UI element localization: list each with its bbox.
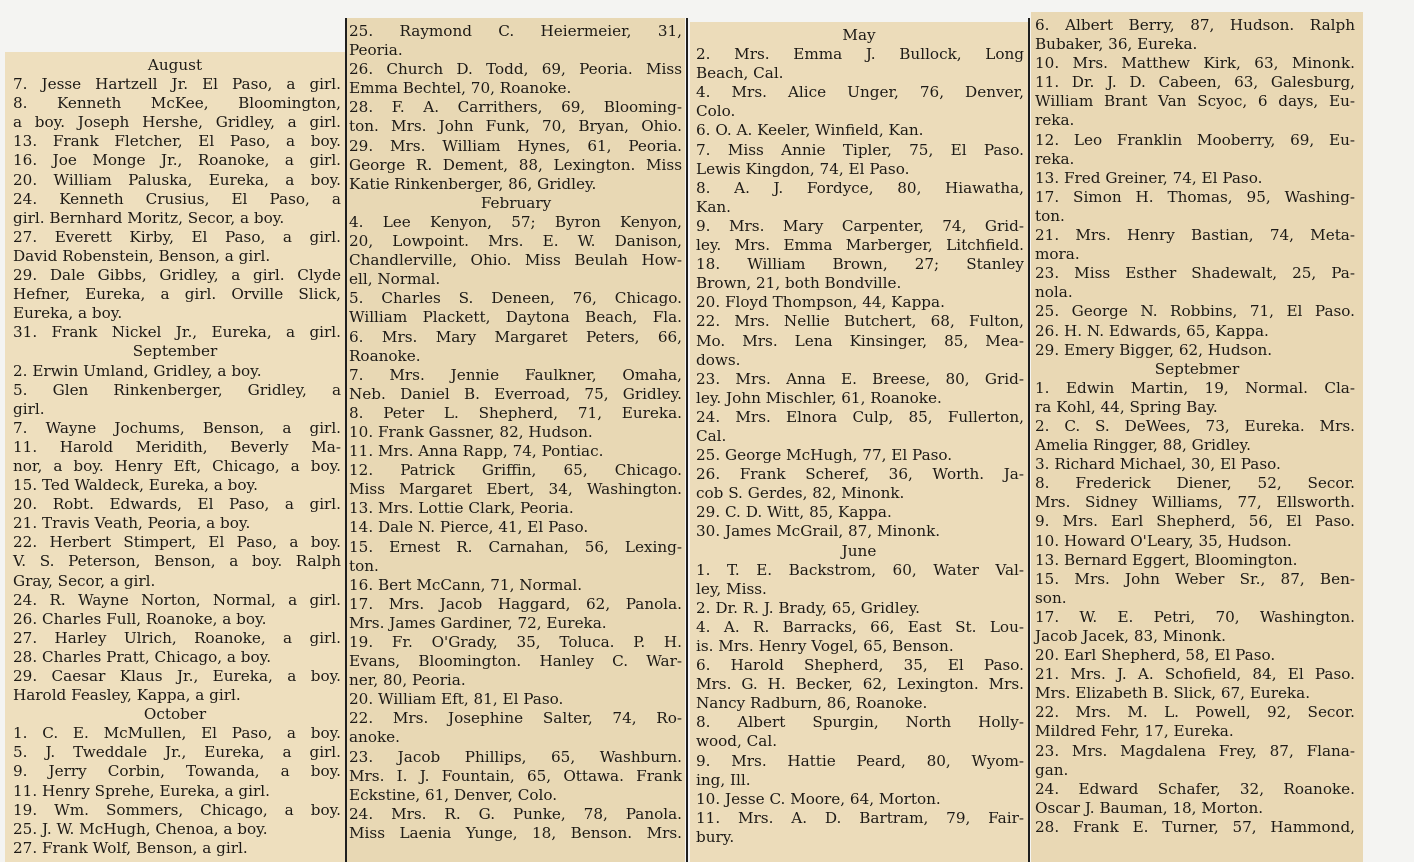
entry-line: Katie Rinkenberger, 86, Gridley. [349, 174, 597, 193]
entry-line: 6. O. A. Keeler, Winfield, Kan. [696, 121, 924, 140]
entry-line: Mrs. James Gardiner, 72, Eureka. [349, 613, 607, 632]
entry-line: 8. Albert Spurgin, North Holly- [696, 713, 1024, 732]
entry-line: 29. Mrs. William Hynes, 61, Peoria. [349, 136, 682, 155]
entry-line: 29. Dale Gibbs, Gridley, a girl. Clyde [13, 266, 341, 285]
entry-line: 11. Henry Sprehe, Eureka, a girl. [13, 781, 270, 800]
entry-line: bury. [696, 827, 735, 846]
entry-line: V. S. Peterson, Benson, a boy. Ralph [13, 552, 341, 571]
entry-line: Kan. [696, 197, 732, 216]
entry-line: 2. Dr. R. J. Brady, 65, Gridley. [696, 598, 920, 617]
entry-line: 24. R. Wayne Norton, Normal, a girl. [13, 590, 341, 609]
entry-line: Chandlerville, Ohio. Miss Beulah How- [349, 251, 682, 270]
entry-line: 2. Erwin Umland, Gridley, a boy. [13, 361, 262, 380]
month-heading: Septebmer [1154, 359, 1240, 378]
entry-line: Harold Feasley, Kappa, a girl. [13, 686, 241, 705]
entry-line: 23. Jacob Phillips, 65, Washburn. [349, 747, 682, 766]
column-deaths-january-february [347, 18, 685, 862]
entry-line: Mrs. Sidney Williams, 77, Ellsworth. [1035, 493, 1355, 512]
entry-line: 16. Bert McCann, 71, Normal. [349, 575, 583, 594]
entry-line: 2. C. S. DeWees, 73, Eureka. Mrs. [1035, 416, 1355, 435]
entry-line: Neb. Daniel B. Everroad, 75, Gridley. [349, 384, 682, 403]
entry-line: 29. Emery Bigger, 62, Hudson. [1035, 340, 1273, 359]
entry-line: 4. A. R. Barracks, 66, East St. Lou- [696, 617, 1024, 636]
entry-line: son. [1035, 588, 1067, 607]
entry-line: 24. Mrs. Elnora Culp, 85, Fullerton, [696, 407, 1024, 426]
entry-line: anoke. [349, 728, 400, 747]
month-heading: February [480, 193, 552, 212]
entry-line: 21. Mrs. Henry Bastian, 74, Meta- [1035, 226, 1355, 245]
entry-line: mora. [1035, 245, 1080, 264]
entry-line: 20, Lowpoint. Mrs. E. W. Danison, [349, 232, 682, 251]
entry-line: Cal. [696, 426, 727, 445]
entry-line: 19. Wm. Sommers, Chicago, a boy. [13, 800, 341, 819]
entry-line: ton. Mrs. John Funk, 70, Bryan, Ohio. [349, 117, 682, 136]
month-heading: September [132, 342, 218, 361]
entry-line: 30. James McGrail, 87, Minonk. [696, 522, 941, 541]
entry-line: 22. Mrs. M. L. Powell, 92, Secor. [1035, 703, 1355, 722]
entry-line: 28. Charles Pratt, Chicago, a boy. [13, 647, 272, 666]
entry-line: ley. Mrs. Emma Marberger, Litchfield. [696, 236, 1024, 255]
entry-line: dows. [696, 350, 741, 369]
column-divider [1028, 18, 1030, 862]
entry-line: 24. Mrs. R. G. Punke, 78, Panola. [349, 804, 682, 823]
entry-line: Bubaker, 36, Eureka. [1035, 35, 1198, 54]
entry-line: 5. Glen Rinkenberger, Gridley, a [13, 380, 341, 399]
entry-line: 20. William Paluska, Eureka, a boy. [13, 170, 341, 189]
entry-line: 7. Wayne Jochums, Benson, a girl. [13, 418, 341, 437]
entry-line: Amelia Ringger, 88, Gridley. [1035, 436, 1251, 455]
entry-line: reka. [1035, 111, 1075, 130]
entry-line: 23. Mrs. Anna E. Breese, 80, Grid- [696, 369, 1024, 388]
entry-line: 19. Fr. O'Grady, 35, Toluca. P. H. [349, 633, 682, 651]
entry-line: gan. [1035, 760, 1069, 779]
entry-line: ton. [349, 556, 379, 575]
entry-line: 6. Harold Shepherd, 35, El Paso. [696, 656, 1024, 675]
entry-line: is. Mrs. Henry Vogel, 65, Benson. [696, 637, 954, 655]
entry-line: 25. George McHugh, 77, El Paso. [696, 446, 953, 465]
entry-line: 5. Charles S. Deneen, 76, Chicago. [349, 289, 682, 308]
month-heading: August [147, 56, 203, 74]
entry-line: Brown, 21, both Bondville. [696, 274, 902, 293]
entry-line: 27. Frank Wolf, Benson, a girl. [13, 838, 248, 857]
entry-line: Lewis Kingdon, 74, El Paso. [696, 159, 910, 178]
entry-line: 2. Mrs. Emma J. Bullock, Long [696, 45, 1024, 64]
entry-line: 15. Mrs. John Weber Sr., 87, Ben- [1035, 569, 1355, 588]
entry-line: 1. Edwin Martin, 19, Normal. Cla- [1035, 378, 1355, 397]
entry-line: a boy. Joseph Hershe, Gridley, a girl. [13, 113, 341, 132]
entry-line: 8. Peter L. Shepherd, 71, Eureka. [349, 403, 682, 422]
entry-line: 20. Robt. Edwards, El Paso, a girl. [13, 495, 341, 514]
entry-line: 14. Dale N. Pierce, 41, El Paso. [349, 518, 589, 537]
entry-line: 13. Frank Fletcher, El Paso, a boy. [13, 132, 341, 151]
entry-line: 3. Richard Michael, 30, El Paso. [1035, 455, 1281, 474]
entry-line: girl. [13, 399, 45, 418]
entry-line: Gray, Secor, a girl. [13, 571, 156, 590]
entry-line: William Plackett, Daytona Beach, Fla. [349, 308, 682, 327]
entry-line: 5. J. Tweddale Jr., Eureka, a girl. [13, 743, 341, 762]
entry-line: 13. Mrs. Lottie Clark, Peoria. [349, 499, 574, 518]
entry-line: 6. Mrs. Mary Margaret Peters, 66, [349, 327, 682, 346]
entry-line: 17. W. E. Petri, 70, Washington. [1035, 607, 1355, 626]
entry-line: ra Kohl, 44, Spring Bay. [1035, 397, 1218, 416]
entry-line: Eckstine, 61, Denver, Colo. [349, 785, 558, 804]
entry-line: 29. Caesar Klaus Jr., Eureka, a boy. [13, 667, 341, 685]
entry-line: 31. Frank Nickel Jr., Eureka, a girl. [13, 323, 341, 342]
entry-line: 17. Simon H. Thomas, 95, Washing- [1035, 187, 1355, 206]
entry-line: 26. H. N. Edwards, 65, Kappa. [1035, 321, 1269, 340]
column-divider [345, 18, 347, 862]
entry-line: ner, 80, Peoria. [349, 671, 466, 690]
entry-line: 26. Church D. Todd, 69, Peoria. Miss [349, 60, 682, 79]
entry-line: Mildred Fehr, 17, Eureka. [1035, 722, 1234, 741]
entry-line: Miss Margaret Ebert, 34, Washington. [349, 480, 682, 499]
month-heading: May [842, 26, 876, 44]
entry-line: 17. Mrs. Jacob Haggard, 62, Panola. [349, 594, 682, 613]
entry-line: Roanoke. [349, 346, 421, 365]
entry-line: 24. Edward Schafer, 32, Roanoke. [1035, 779, 1355, 798]
entry-line: 10. Mrs. Matthew Kirk, 63, Minonk. [1035, 54, 1355, 73]
column-deaths-may-june [690, 22, 1028, 862]
entry-line: 11. Mrs. A. D. Bartram, 79, Fair- [696, 808, 1024, 827]
entry-line: 4. Lee Kenyon, 57; Byron Kenyon, [349, 212, 682, 231]
entry-line: 7. Mrs. Jennie Faulkner, Omaha, [349, 365, 682, 384]
column-divider [686, 18, 688, 862]
entry-line: 9. Mrs. Mary Carpenter, 74, Grid- [696, 216, 1024, 235]
entry-line: 22. Mrs. Josephine Salter, 74, Ro- [349, 709, 682, 728]
entry-line: nor, a boy. Henry Eft, Chicago, a boy. [13, 456, 341, 475]
entry-line: Emma Bechtel, 70, Roanoke. [349, 79, 572, 98]
column-deaths-august-september [1031, 12, 1363, 862]
entry-line: Hefner, Eureka, a girl. Orville Slick, [13, 285, 341, 304]
entry-line: Miss Laenia Yunge, 18, Benson. Mrs. [349, 823, 682, 842]
entry-line: 8. Frederick Diener, 52, Secor. [1035, 474, 1355, 493]
entry-line: 28. F. A. Carrithers, 69, Blooming- [349, 98, 682, 117]
entry-line: Eureka, a boy. [13, 304, 123, 323]
column-births-august-october [5, 52, 345, 862]
month-heading: June [841, 541, 877, 560]
entry-line: 15. Ted Waldeck, Eureka, a boy. [13, 476, 258, 495]
entry-line: 24. Kenneth Crusius, El Paso, a [13, 189, 341, 208]
entry-line: 10. Frank Gassner, 82, Hudson. [349, 422, 593, 441]
entry-line: Jacob Jacek, 83, Minonk. [1035, 627, 1226, 645]
entry-line: Evans, Bloomington. Hanley C. War- [349, 652, 682, 671]
entry-line: Colo. [696, 102, 736, 121]
entry-line: 21. Mrs. J. A. Schofield, 84, El Paso. [1035, 665, 1355, 684]
entry-line: 20. William Eft, 81, El Paso. [349, 690, 564, 709]
entry-line: 27. Everett Kirby, El Paso, a girl. [13, 227, 341, 246]
entry-line: 18. William Brown, 27; Stanley [696, 255, 1024, 274]
entry-line: 27. Harley Ulrich, Roanoke, a girl. [13, 628, 341, 647]
entry-line: 11. Mrs. Anna Rapp, 74, Pontiac. [349, 442, 604, 461]
entry-line: 15. Ernest R. Carnahan, 56, Lexing- [349, 537, 682, 556]
entry-line: 1. C. E. McMullen, El Paso, a boy. [13, 724, 341, 743]
entry-line: 10. Jesse C. Moore, 64, Morton. [696, 789, 941, 808]
entry-line: 10. Howard O'Leary, 35, Hudson. [1035, 531, 1292, 550]
entry-line: 7. Miss Annie Tipler, 75, El Paso. [696, 140, 1024, 159]
entry-line: 9. Mrs. Earl Shepherd, 56, El Paso. [1035, 512, 1355, 531]
entry-line: cob S. Gerdes, 82, Minonk. [696, 484, 905, 503]
entry-line: Mrs. G. H. Becker, 62, Lexington. Mrs. [696, 675, 1024, 694]
entry-line: ton. [1035, 206, 1065, 225]
entry-line: 26. Charles Full, Roanoke, a boy. [13, 609, 267, 628]
entry-line: 22. Mrs. Nellie Butchert, 68, Fulton, [696, 312, 1024, 331]
entry-line: ley. John Mischler, 61, Roanoke. [696, 388, 942, 407]
entry-line: David Robenstein, Benson, a girl. [13, 246, 271, 265]
entry-line: Nancy Radburn, 86, Roanoke. [696, 694, 928, 713]
entry-line: 16. Joe Monge Jr., Roanoke, a girl. [13, 151, 341, 170]
entry-line: 23. Miss Esther Shadewalt, 25, Pa- [1035, 264, 1355, 283]
entry-line: nola. [1035, 283, 1073, 302]
entry-line: girl. Bernhard Moritz, Secor, a boy. [13, 208, 285, 227]
entry-line: 11. Dr. J. D. Cabeen, 63, Galesburg, [1035, 73, 1355, 92]
entry-line: William Brant Van Scyoc, 6 days, Eu- [1035, 92, 1355, 111]
entry-line: Mrs. Elizabeth B. Slick, 67, Eureka. [1035, 684, 1311, 703]
entry-line: ell, Normal. [349, 270, 441, 289]
entry-line: George R. Dement, 88, Lexington. Miss [349, 155, 682, 174]
entry-line: Mo. Mrs. Lena Kinsinger, 85, Mea- [696, 331, 1024, 350]
entry-line: ley, Miss. [696, 579, 767, 598]
entry-line: 8. Kenneth McKee, Bloomington, [13, 94, 341, 113]
entry-line: 25. George N. Robbins, 71, El Paso. [1035, 302, 1355, 321]
entry-line: 26. Frank Scheref, 36, Worth. Ja- [696, 465, 1024, 484]
entry-line: 25. J. W. McHugh, Chenoa, a boy. [13, 819, 268, 838]
entry-line: 12. Leo Franklin Mooberry, 69, Eu- [1035, 130, 1355, 149]
entry-line: 22. Herbert Stimpert, El Paso, a boy. [13, 533, 341, 552]
entry-line: reka. [1035, 149, 1075, 168]
entry-line: 7. Jesse Hartzell Jr. El Paso, a girl. [13, 75, 341, 94]
entry-line: wood, Cal. [696, 732, 778, 751]
entry-line: 21. Travis Veath, Peoria, a boy. [13, 514, 251, 533]
entry-line: 6. Albert Berry, 87, Hudson. Ralph [1035, 16, 1355, 34]
entry-line: 12. Patrick Griffin, 65, Chicago. [349, 461, 682, 480]
entry-line: Beach, Cal. [696, 64, 784, 83]
entry-line: 9. Jerry Corbin, Towanda, a boy. [13, 762, 341, 781]
entry-line: 20. Earl Shepherd, 58, El Paso. [1035, 646, 1276, 665]
entry-line: Oscar J. Bauman, 18, Morton. [1035, 798, 1264, 817]
entry-line: 20. Floyd Thompson, 44, Kappa. [696, 293, 945, 312]
entry-line: 25. Raymond C. Heiermeier, 31, [349, 22, 682, 40]
month-heading: October [143, 705, 207, 724]
entry-line: 13. Fred Greiner, 74, El Paso. [1035, 168, 1263, 187]
entry-line: 28. Frank E. Turner, 57, Hammond, [1035, 817, 1355, 836]
entry-line: 4. Mrs. Alice Unger, 76, Denver, [696, 83, 1024, 102]
entry-line: 13. Bernard Eggert, Bloomington. [1035, 550, 1298, 569]
entry-line: 23. Mrs. Magdalena Frey, 87, Flana- [1035, 741, 1355, 760]
entry-line: Peoria. [349, 41, 403, 60]
entry-line: 9. Mrs. Hattie Peard, 80, Wyom- [696, 751, 1024, 770]
entry-line: 8. A. J. Fordyce, 80, Hiawatha, [696, 178, 1024, 197]
entry-line: 11. Harold Meridith, Beverly Ma- [13, 437, 341, 456]
entry-line: 29. C. D. Witt, 85, Kappa. [696, 503, 892, 522]
entry-line: Mrs. I. J. Fountain, 65, Ottawa. Frank [349, 766, 682, 785]
entry-line: ing, Ill. [696, 770, 751, 789]
entry-line: 1. T. E. Backstrom, 60, Water Val- [696, 560, 1024, 579]
